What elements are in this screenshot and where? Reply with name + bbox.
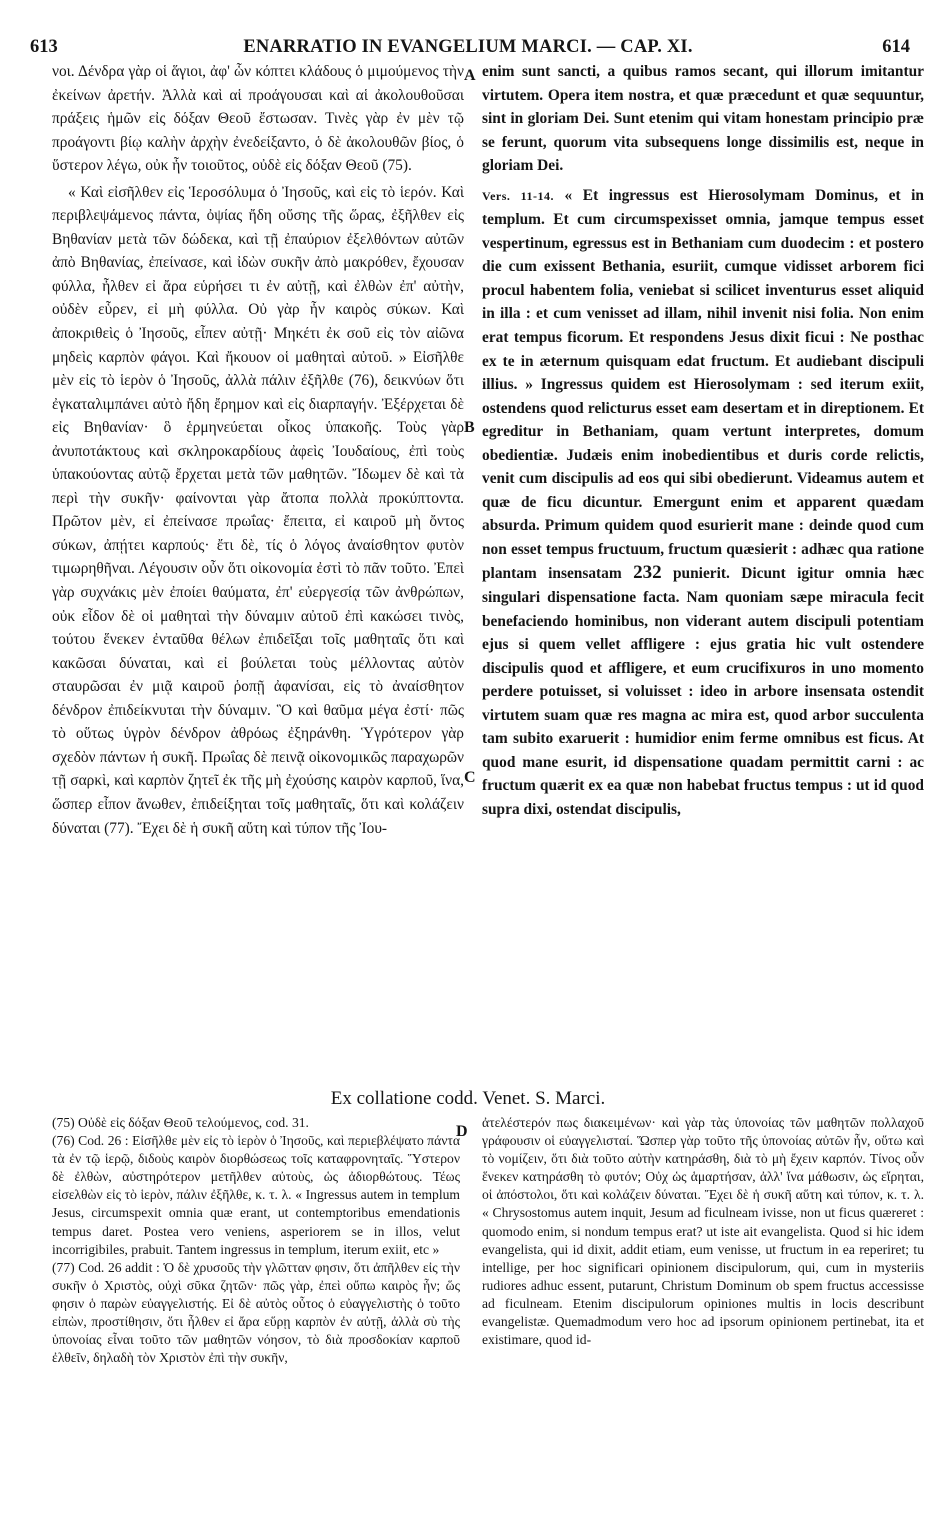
verse-label: Vers. 11-14. [482, 188, 554, 203]
running-title: ENARRATIO IN EVANGELIUM MARCI. — CAP. XI. [243, 37, 693, 57]
footnotes-right [482, 1114, 924, 1349]
section-marker-c: C [464, 769, 476, 786]
footnote-75: (75) Οὐδὲ εἰς δόξαν Θεοῦ τελούμενος, cod. 31. [52, 1115, 309, 1130]
column-number-marker: 232 [633, 562, 662, 584]
page-number-right: 614 [882, 37, 910, 57]
section-marker-b: B [464, 419, 475, 436]
latin-paragraph-1: enim sunt sancti, a quibus ramos secant, qui illorum imitantur virtutem. Opera item nostra, et quæ præcedunt et quæ sequuntur, sint in gloriam Dei. Sunt etenim qui vitam honestam principio præ se ferunt, quorum vita subsequens longe dissimilis est, neque in gloriam Dei. [482, 63, 924, 175]
latin-verse-text: « Et ingressus est Hierosolymam Dominus, et in templum. Et cum circumspexisset omnia, jamque tempus esset vespertinum, egressus est in Bethaniam cum duodecim : et postero die cum exissent Bethania, esuriit, cumque vidisset arborem fici procul habentem folia, veniebat si scilicet inventurus esset aliquid in illa : et cum venisset ad illam, nihil invenit nisi folia. Non enim erat tempus ficorum. Et respondens Jesus dixit ficui : Ne posthac ex te in æternum quisquam edat fructum. Et audiebant discipuli illius. » Ingressus quidem est Hierosolymam : sed iterum exiit, ostendens quod relicturus esset eam desertam et in direptionem. Et egreditur in Bethaniam, quam vertunt interpretes, domum obedientiæ. Judæis enim inobedientibus et duris corde relictis, venit cum discipulis ad eos qui sibi obedierunt. Videamus autem et quæ de ficu dicuntur. Emergunt enim et apparent quædam absurda. Primum quidem quod esurierit mane : deinde quod cum non esset tempus fructuum, fructum quæsierit : adhæc qua ratione plantam insensatam [482, 186, 924, 583]
latin-column [482, 60, 924, 822]
footnote-77-continued: ἀτελέστερόν πως διακειμένων· καὶ γὰρ τὰς ὑπονοίας τῶν μαθητῶν πολλαχοῦ γράφουσιν οἱ εὐαγγελισταί. Ὥσπερ γὰρ τοῦτο τῆς ὑπονοίας αὐτῶν ἦν, οὕτω καὶ τὸ νομίζειν, ὅτι διὰ τοῦτο αὐτὴν κατηράσθη, διὰ τὸ μὴ ἔχειν καρπόν. Τίνος οὖν ἕνεκεν κατηράσθη τὸ φυτόν; Οὐχ ὡς ἁμαρτήσαν, ἀλλ' ἵνα μάθωσιν, ὡς εἴρηται, οἱ ἀπόστολοι, ὅτι καὶ κολάζειν δύναται. Ἔχει δὲ ἡ συκῆ αὕτη καὶ τύπον, κ. τ. λ. « Chrysostomus autem inquit, Jesum ad ficulneam ivisse, non ut ficus quæreret : quomodo enim, si nondum tempus erat? ut iste ait evangelista. Quod si hic idem evangelista, qui id dixit, addit etiam, eum venisse, ut fructum in ea reperiret; tu intellige, per hoc significari opinionem discipulorum, qui, cum in mysteriis rudiores adhuc essent, putarunt, Christum Dominum ob spem fructus accessisse ad ficulneam. Etenim discipulorum opiniones multis in locis describunt evangelistæ. Quemadmodum vero hoc ad ipsorum opinionem pertinebat, ita et existimare, quod id- [482, 1115, 924, 1348]
latin-paragraph-2 [482, 184, 924, 822]
collation-heading: Ex collatione codd. Venet. S. Marci. [330, 1088, 606, 1109]
footnotes-left [52, 1114, 460, 1367]
latin-verse-text-cont: punierit. Dicunt igitur omnia hæc singulari dispensatione facta. Nam quoniam sæpe miracula fecit benefaciendo hominibus, non viderant autem discipuli potentiam ejus si quem vellet affligere : ejus gratia hic vult ostendere discipulis quod et affligere, et eum crucifixuros in uno momento perdere potuisset, si voluisset : ideo in arbore insensata ostendit virtutem suam quæ res magna ac mira est, quod arbor succulenta tam subito exaruerit : humidior enim ferme omnibus est ficus. At quod mane esurit, id dispensatione quadam permittit carni : ac fructum quærit ex ea quæ non habebat fructus tempus : ut id quod supra dixi, ostendat discipulis, [482, 565, 924, 818]
greek-paragraph-2: « Καὶ εἰσῆλθεν εἰς Ἱεροσόλυμα ὁ Ἰησοῦς, καὶ εἰς τὸ ἱερόν. Καὶ περιβλεψάμενος πάντα, ὀψίας ἤδη οὔσης τῆς ὥρας, ἐξῆλθεν εἰς Βηθανίαν μετὰ τῶν δώδεκα, καὶ τῇ ἐπαύριον ἐξελθόντων αὐτῶν ἀπὸ Βηθανίας, ἐπείνασε, καὶ ἰδὼν συκῆν ἀπὸ μακρόθεν, ἔχουσαν φύλλα, ἦλθεν εἰ ἄρα εὑρήσει τι ἐν αὐτῇ, καὶ ἐλθὼν ἐπ' αὐτὴν, οὐδὲν εὗρεν, εἰ μὴ φύλλα. Οὐ γὰρ ἦν καιρὸς σύκων. Καὶ ἀποκριθεὶς ὁ Ἰησοῦς, εἶπεν αὐτῇ· Μηκέτι ἐκ σοῦ εἰς τὸν αἰῶνα μηδεὶς καρπὸν φάγοι. Καὶ ἤκουον οἱ μαθηταὶ αὐτοῦ. » Εἰσῆλθε μὲν εἰς τὸ ἱερὸν ὁ Ἰησοῦς, ἀλλὰ πάλιν ἐξῆλθε (76), δεικνύων ὅτι ἐγκαταλιμπάνει αὐτὸ ἤδη ἔρημον καὶ εἰς διαρπαγήν. Ἐξέρχεται δὲ εἰς Βηθανίαν· ὃ ἑρμηνεύεται οἶκος ὑπακοῆς. Τοὺς γὰρ ἀνυποτάκτους καὶ σκληροκαρδίους ἀφεὶς Ἰουδαίους, ἐπὶ τοὺς ὑπακούοντας αὐτῷ ἔρχεται μετὰ τῶν μαθητῶν. Ἴδωμεν δὲ καὶ τὰ περὶ τὴν συκῆν· φαίνονται γὰρ ἄτοπα πολλὰ προκύπτοντα. Πρῶτον μὲν, εἰ ἐπείνασε πρωΐας· ἔπειτα, εἰ καιροῦ μὴ ὄντος σύκων, ἀπῄτει καρπούς· ἔτι δὲ, τίς ὁ λόγος ἀναίσθητον φυτὸν τιμωρηθῆναι. Λέγουσιν οὖν ὅτι οἰκονομία ἐστὶ τὸ πᾶν τοῦτο. Ἐπεὶ γὰρ συχνάκις μὲν ἐποίει θαύματα, ἐπ' εὐεργεσίᾳ τῶν ἀνθρώπων, οὐκ εἶδον δὲ οἱ μαθηταὶ τὴν δύναμιν αὐτοῦ ἐπὶ κακώσει τινὸς, τούτου ἕνεκεν ἐνταῦθα θέλων ἐπιδεῖξαι τοῖς μαθηταῖς ὅτι καὶ κακῶσαι δύναται, καὶ εἰ βούλεται τοὺς μέλλοντας αὐτὸν σταυρῶσαι ἐν μιᾷ καιροῦ ῥοπῇ ἀφανίσαι, εἰς τὸ ἀναίσθητον δένδρον ἐπιδείκνυται τὴν δύναμιν. Ὃ καὶ θαῦμα μέγα ἐστί· πῶς τὸ οὕτως ὑγρὸν δένδρον ἀθρόως ἐξηράνθη. Ὑγρότερον γὰρ σχεδὸν πάντων ἡ συκῆ. Πρωΐας δὲ πεινᾷ οἰκονομικῶς παραχωρῶν τῇ σαρκὶ, καὶ καρπὸν ζητεῖ ἐκ τῆς μὴ ἐχούσης καιρὸν καρποῦ, ἵνα, ὥσπερ εἶπον ἄνωθεν, ἐπιδείξηται τοῖς μαθηταῖς, ὅτι καὶ κολάζειν δύναται (77). Ἔχει δὲ ἡ συκῆ αὕτη καὶ τύπον τῆς Ἰου- [52, 183, 464, 837]
section-marker-a: A [464, 67, 476, 84]
greek-paragraph-1: νοι. Δένδρα γὰρ οἱ ἅγιοι, ἀφ' ὧν κόπτει κλάδους ὁ μιμούμενος τὴν ἐκείνων ἀρετήν. Ἀλλὰ καὶ αἱ προάγουσαι καὶ αἱ ἀκολουθοῦσαι πράξεις ἡμῶν εἰς δόξαν Θεοῦ ἔστωσαν. Τινὲς γὰρ ἐν μὲν τῷ προάγοντι βίῳ καλὴν ἀρχὴν ἐνεδείξαντο, ὁ δὲ ἀκολουθῶν βίος, ὁ ὕστερον λέγω, οὐκ ἦν τοιοῦτος, οὐδὲ εἰς δόξαν Θεοῦ (75). [52, 63, 464, 175]
section-marker-d: D [456, 1123, 468, 1140]
greek-column [52, 60, 464, 840]
footnote-77: (77) Cod. 26 addit : Ὁ δὲ χρυσοῦς τὴν γλῶτταν φησιν, ὅτι ἀπῆλθεν εἰς τὴν συκῆν ὁ Χριστὸς, οὐχὶ σῦκα ζητῶν· πῶς γὰρ, ἐπεὶ οὔπω καιρὸς ἦν; ὥς φησιν ὁ παρὼν εὐαγγελιστής. Εἰ δὲ αὐτὸς οὗτος ὁ εὐαγγελιστὴς ὁ τοῦτο εἰπὼν, προστίθησιν, ὅτι ἦλθεν εἰ ἄρα εὕρῃ καρπὸν ἐν αὐτῇ, ἀλλὰ σὺ τὴς ὑπονοίας εἶναι τοῦτο τῶν μαθητῶν νόησον, τὸ διὰ προσδοκίαν καρποῦ ἐλθεῖν, δηλαδὴ τὸν Χριστὸν ἐπὶ τὴν συκῆν, [52, 1259, 460, 1366]
page-number-left: 613 [30, 37, 58, 57]
footnote-76: (76) Cod. 26 : Εἰσῆλθε μὲν εἰς τὸ ἱερὸν ὁ Ἰησοῦς, καὶ περιεβλέψατο πάντα τὰ ἐν τῷ ἱερῷ, διδοὺς καιρὸν διορθώσεως τοῖς καταφρονηταῖς. Ὕστερον δὲ ἐλθὼν, αὐστηρότερον μετῆλθεν αὐτοὺς, ὡς ἀδιορθώτους. Τέως εἰσελθὼν εἰς τὸ ἱερὸν, πάλιν ἐξῆλθε, κ. τ. λ. « Ingressus autem in templum Jesus, circumspexit omnia quæ erant, ut contemptoribus emendationis tempus daret. Postea vero veniens, asperiorem se in illos, velut incorrigibiles, prabuit. Tantem ingressus in templum, iterum exiit, etc » [52, 1133, 460, 1257]
